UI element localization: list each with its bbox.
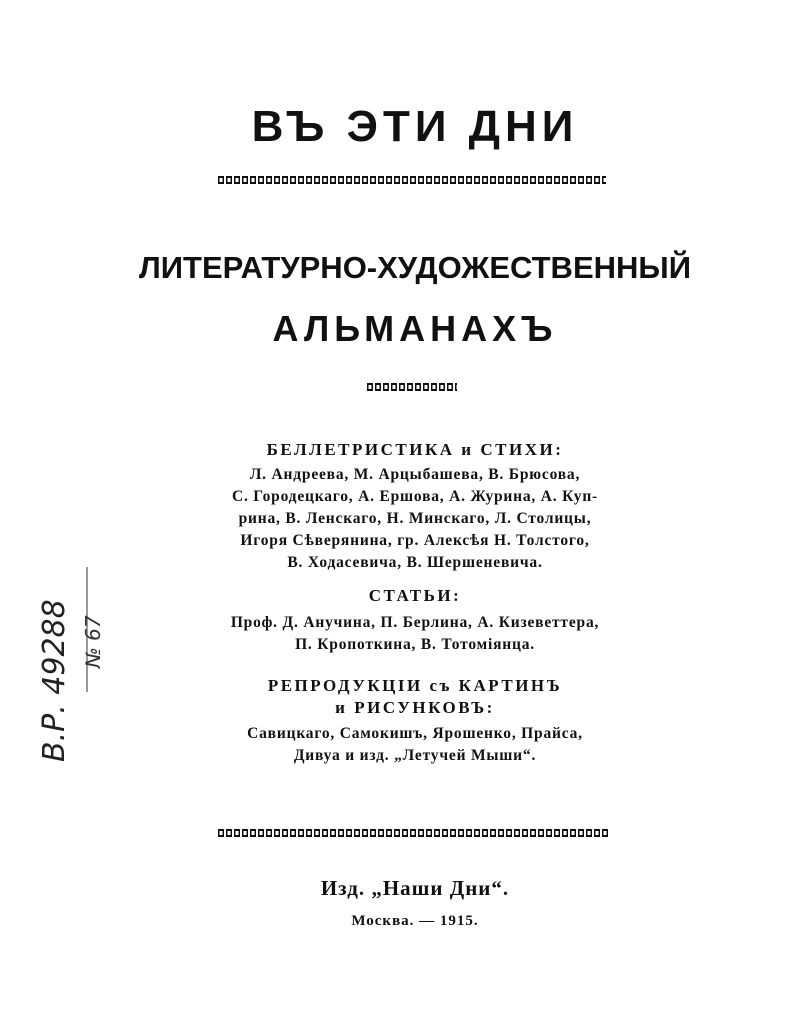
reproductions-artists <box>0 723 800 767</box>
stamp-number: № 67 <box>81 615 105 668</box>
book-subtitle: ЛИТЕРАТУРНО-ХУДОЖЕСТВЕННЫЙ <box>138 250 692 285</box>
fiction-line: Л. Андреева, М. Арцыбашева, В. Брюсова, <box>249 466 581 483</box>
articles-heading: СТАТЬИ: <box>368 586 462 605</box>
reproductions-heading <box>0 675 800 719</box>
fiction-line: Игоря Сѣверянина, гр. Алексѣя Н. Толстого, <box>240 532 590 549</box>
fiction-heading: БЕЛЛЕТРИСТИКА и СТИХИ: <box>266 440 564 459</box>
ornamental-rule-middle <box>367 383 457 391</box>
reproductions-line: Дивуа и изд. „Летучей Мыши“. <box>293 747 537 764</box>
reproductions-heading-line: и РИСУНКОВЪ: <box>335 698 495 717</box>
articles-authors <box>0 612 800 656</box>
articles-line: П. Кропоткина, В. Тотоміянца. <box>295 636 535 653</box>
publisher: Изд. „Наши Дни“. <box>320 876 510 900</box>
fiction-section <box>0 440 800 574</box>
book-genre: АЛЬМАНАХЪ <box>272 308 558 349</box>
fiction-authors <box>0 464 800 574</box>
articles-line: Проф. Д. Анучина, П. Берлина, А. Кизеветтера, <box>230 614 600 631</box>
book-title: ВЪ ЭТИ ДНИ <box>251 102 579 151</box>
reproductions-line: Савицкаго, Самокишъ, Ярошенко, Прайса, <box>247 725 583 742</box>
library-stamp-handwriting <box>16 590 112 770</box>
ornamental-rule-top <box>218 176 606 184</box>
ornamental-rule-bottom <box>218 829 610 837</box>
stamp-text: В.Р. 49288 <box>37 599 72 762</box>
articles-section <box>0 586 800 656</box>
fiction-line: рина, В. Ленскаго, Н. Минскаго, Л. Столицы, <box>238 510 592 527</box>
fiction-line: С. Городецкаго, А. Ершова, А. Журина, А. Куп- <box>231 488 599 505</box>
reproductions-heading-line: РЕПРОДУКЦІИ съ КАРТИНЪ <box>267 676 563 695</box>
fiction-line: В. Ходасевича, В. Шершеневича. <box>287 554 543 571</box>
reproductions-section <box>0 675 800 767</box>
city-year: Москва. — 1915. <box>351 913 479 929</box>
